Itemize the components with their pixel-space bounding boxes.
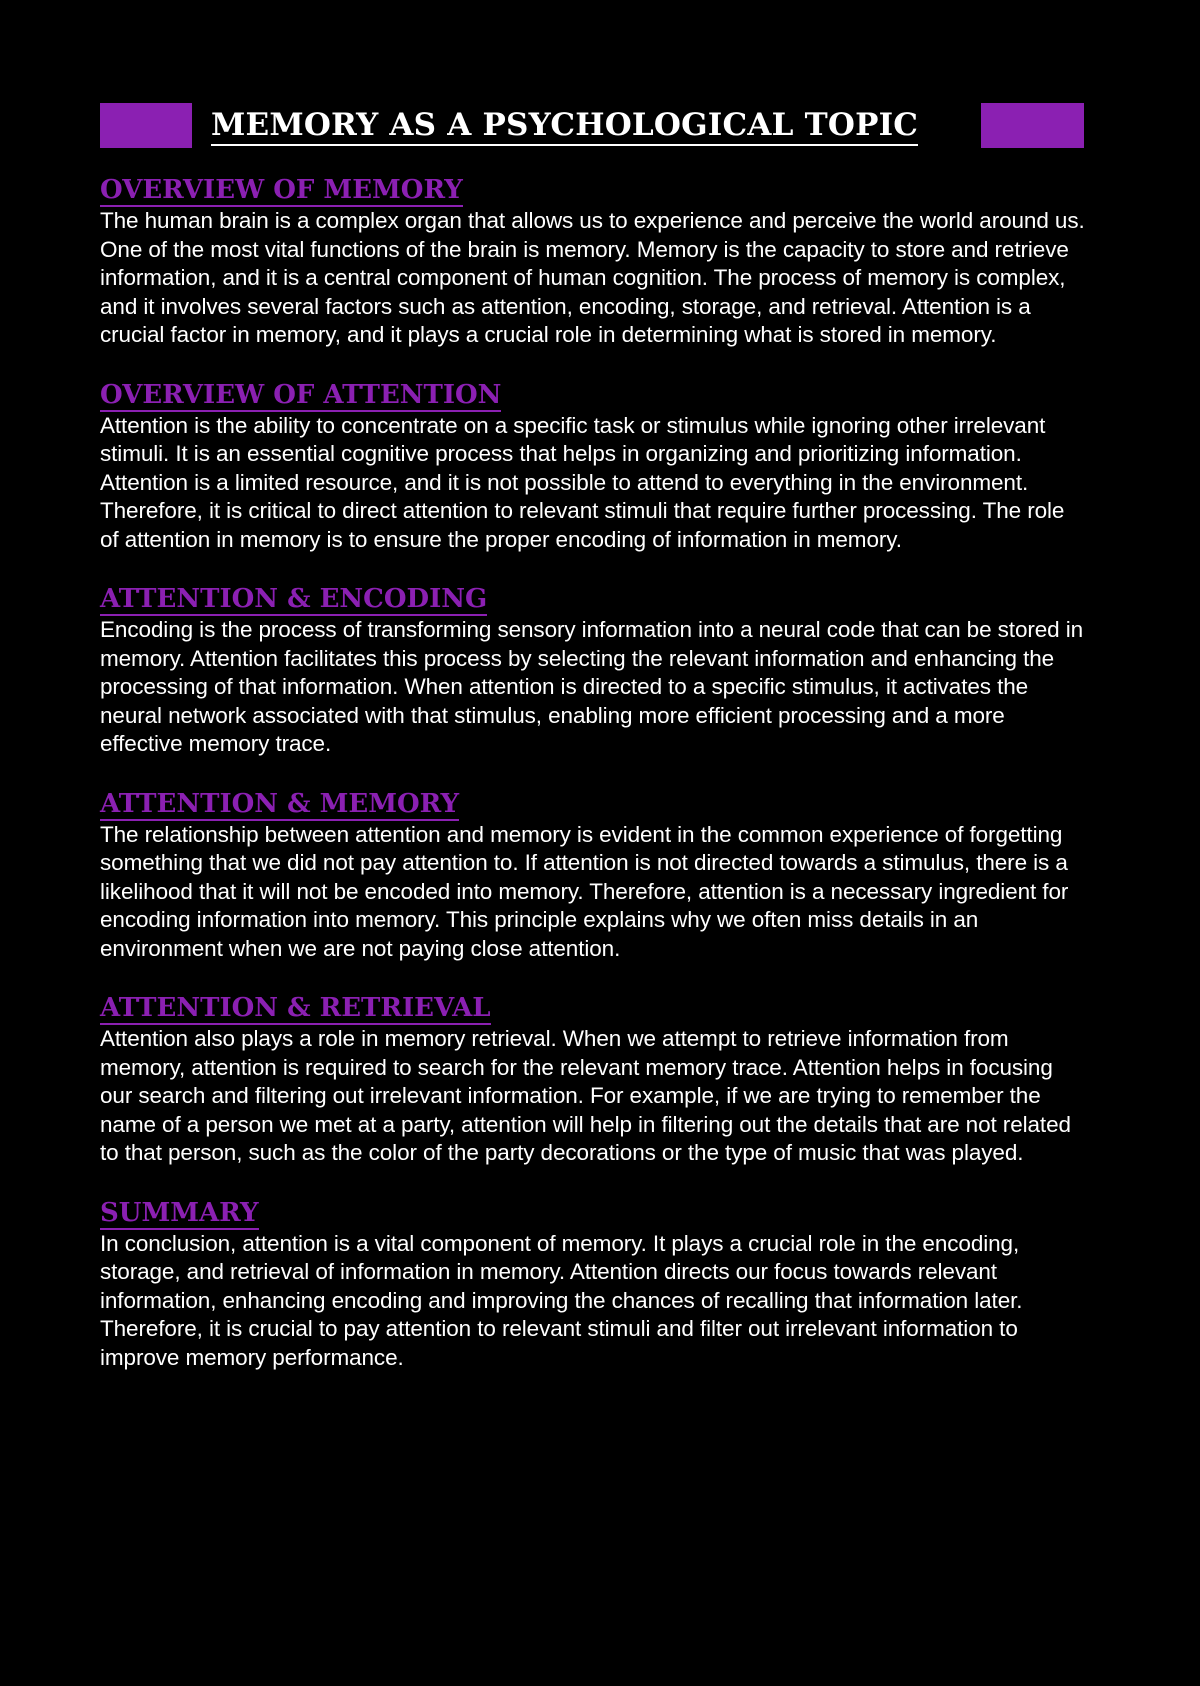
section-body: Encoding is the process of transforming sensory information into a neural code that can be stored in memory. Attention facilitates this process by selecting the relevant information and enhancing the processing of that information. When attention is directed to a specific stimulus, it activates the neural network associated with that stimulus, enabling more efficient processing and a more effective memory trace. <box>100 617 1084 756</box>
section-body: Attention is the ability to concentrate on a specific task or stimulus while ignoring other irrelevant stimuli. It is an essential cognitive process that helps in organizing and prioritizing information. Attention is a limited resource, and it is not possible to attend to everything in the environment. Therefore, it is critical to direct attention to relevant stimuli that require further processing. The role of attention in memory is to ensure the proper encoding of information in memory. <box>100 412 1065 552</box>
section-heading <box>100 380 1085 412</box>
section-heading <box>100 175 1085 207</box>
section-heading <box>100 1198 1085 1230</box>
section-body: Attention also plays a role in memory retrieval. When we attempt to retrieve information from memory, attention is required to search for the relevant memory trace. Attention helps in focusing our search and filtering out irrelevant information. For example, if we are trying to remember the name of a person we met at a party, attention will help in filtering out the details that are not related to that person, such as the color of the party decorations or the type of music that was played. <box>100 1026 1071 1165</box>
section-overview-of-memory <box>100 175 1085 350</box>
section-heading-text: ATTENTION & RETRIEVAL <box>100 993 491 1023</box>
section-attention-retrieval <box>100 993 1085 1168</box>
section-heading <box>100 993 1085 1025</box>
section-heading-text: SUMMARY <box>100 1197 259 1228</box>
section-heading-text: ATTENTION & ENCODING <box>100 584 488 614</box>
section-attention-encoding <box>100 584 1085 759</box>
title-accent-bar-left <box>100 103 192 148</box>
section-heading-text: OVERVIEW OF MEMORY <box>100 175 463 205</box>
document-content <box>100 175 1085 1402</box>
section-attention-memory <box>100 789 1085 964</box>
section-heading-text: ATTENTION & MEMORY <box>100 788 459 819</box>
section-body: The human brain is a complex organ that allows us to experience and perceive the world around us. One of the most vital functions of the brain is memory. Memory is the capacity to store and retrieve information, and it is a central component of human cognition. The process of memory is complex, and it involves several factors such as attention, encoding, storage, and retrieval. Attention is a crucial factor in memory, and it plays a crucial role in determining what is stored in memory. <box>100 208 1085 347</box>
section-body: The relationship between attention and memory is evident in the common experience of forgetting something that we did not pay attention to. If attention is not directed towards a stimulus, there is a likelihood that it will not be encoded into memory. Therefore, attention is a necessary ingredient for encoding information into memory. This principle explains why we often miss details in an environment when we are not paying close attention. <box>100 821 1069 961</box>
section-heading-text: OVERVIEW OF ATTENTION <box>100 379 502 410</box>
section-overview-of-attention <box>100 380 1085 555</box>
page-title-text: MEMORY AS A PSYCHOLOGICAL TOPIC <box>211 107 918 146</box>
page-title <box>211 103 918 148</box>
section-summary <box>100 1198 1085 1373</box>
section-heading <box>100 584 1085 616</box>
section-heading <box>100 789 1085 821</box>
title-accent-bar-right <box>981 103 1084 148</box>
section-body: In conclusion, attention is a vital component of memory. It plays a crucial role in the encoding, storage, and retrieval of information in memory. Attention directs our focus towards relevant information, enhancing encoding and improving the chances of recalling that information later. Therefore, it is crucial to pay attention to relevant stimuli and filter out irrelevant information to improve memory performance. <box>100 1230 1023 1370</box>
title-banner <box>100 103 1084 148</box>
